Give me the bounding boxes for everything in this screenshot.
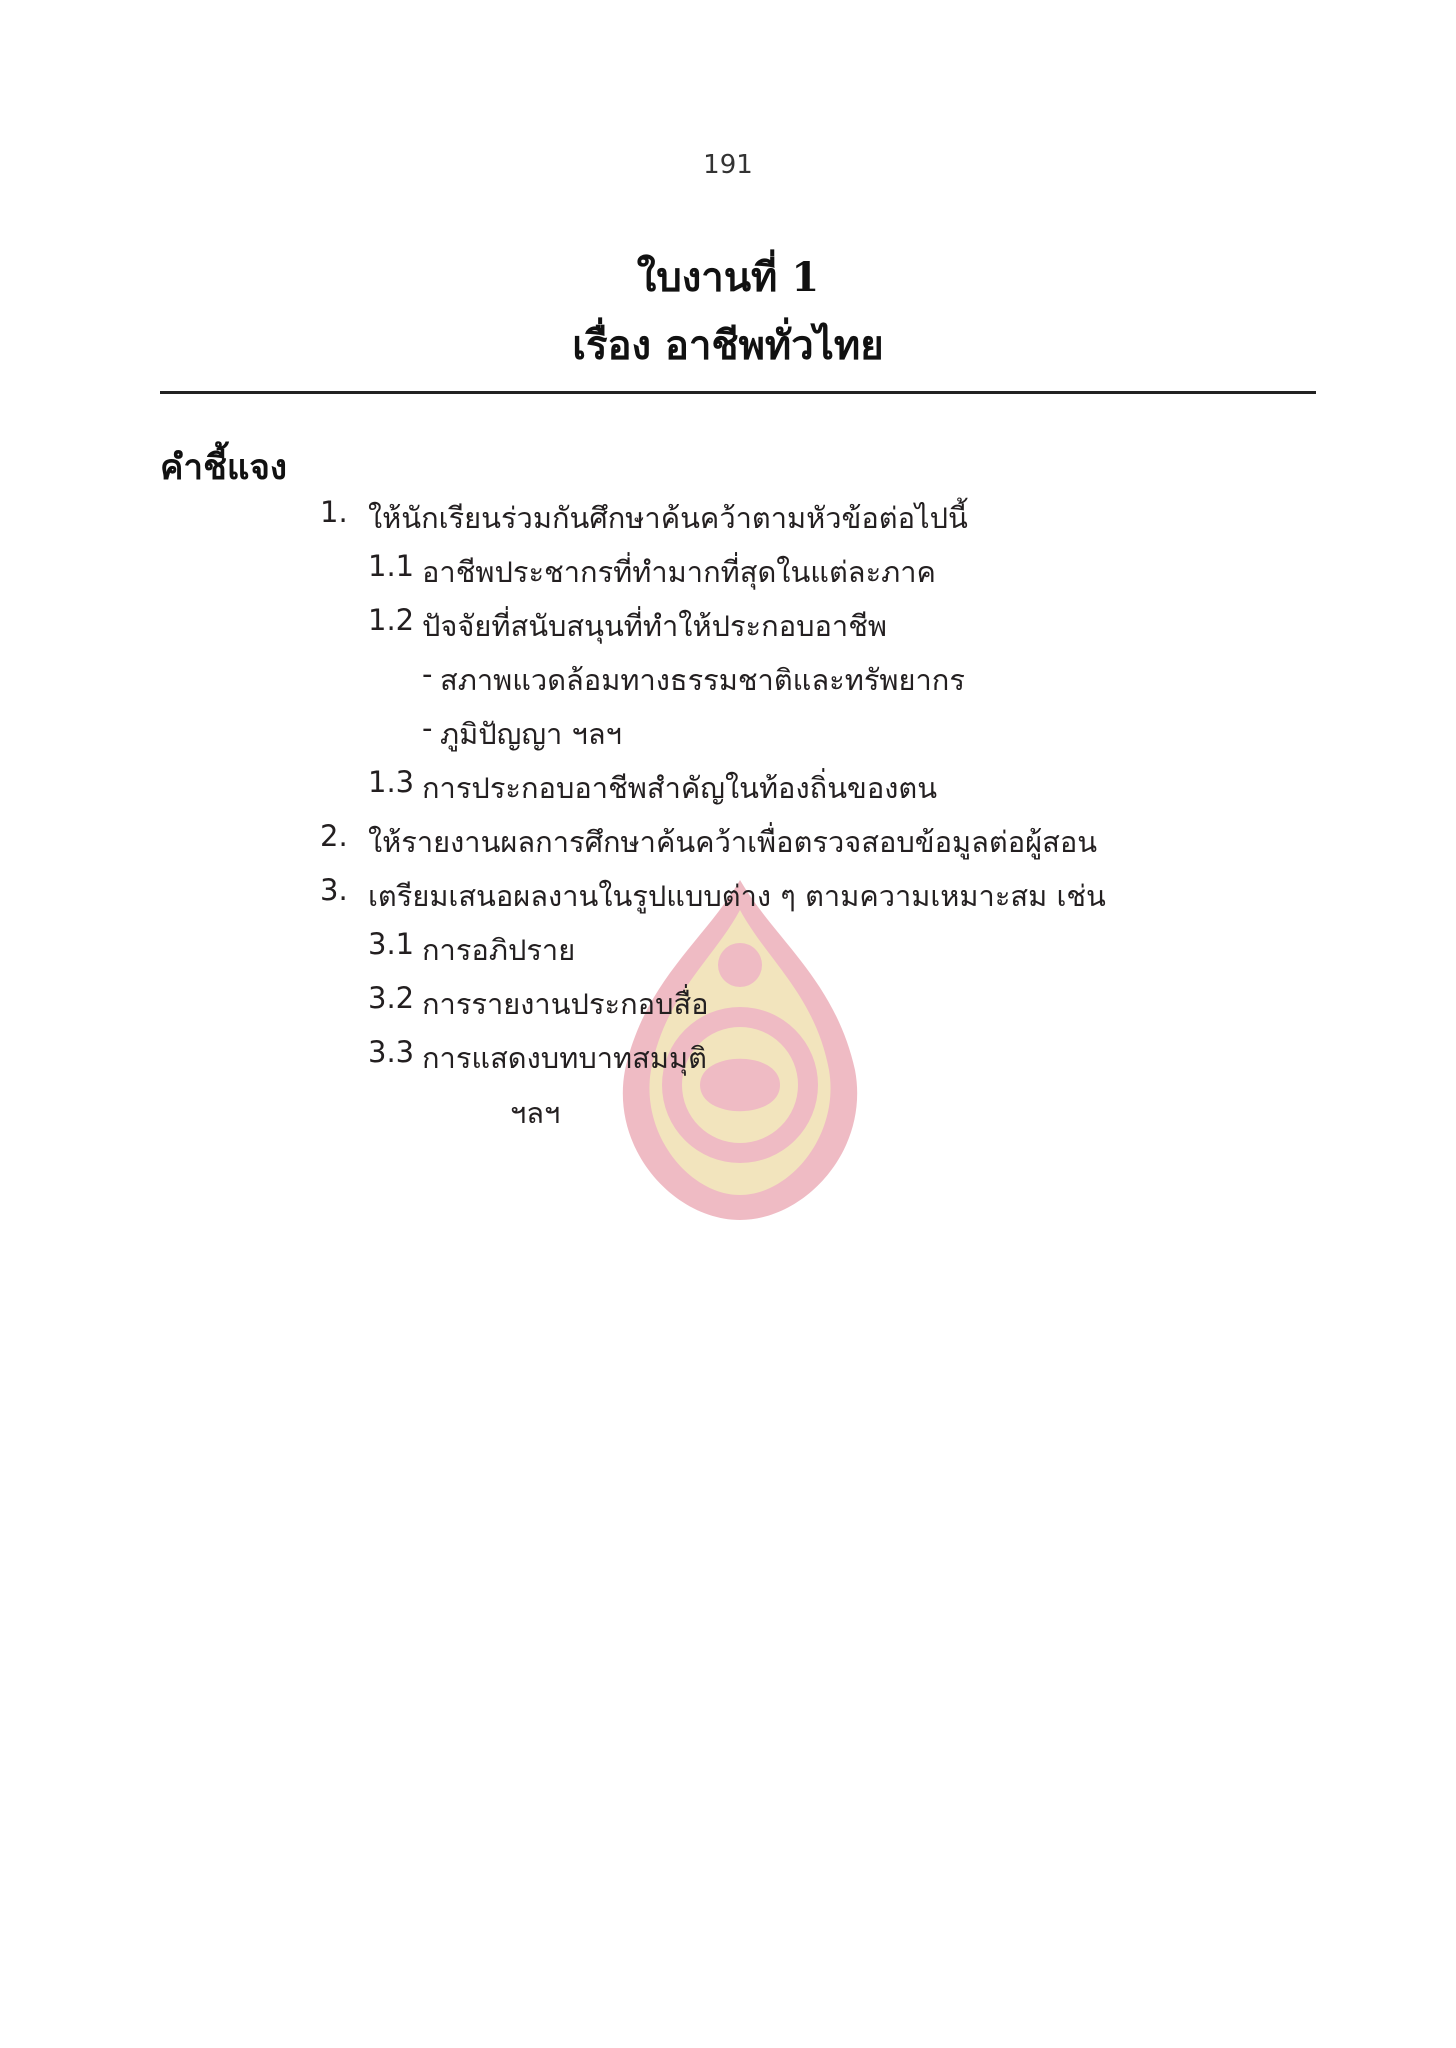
item-number: 3.3 (368, 1035, 415, 1069)
item-text: การอภิปราย (422, 933, 576, 967)
item-bullet: - (422, 711, 433, 745)
worksheet-title: ใบงานที่ 1 (636, 254, 820, 301)
item-number: 1. (320, 495, 348, 529)
page-number: 191 (703, 150, 753, 180)
title-divider (160, 391, 1316, 394)
item-text: เตรียมเสนอผลงานในรูปแบบต่าง ๆ ตามความเหมาะสม เช่น (368, 879, 1106, 913)
item-text: ให้นักเรียนร่วมกันศึกษาค้นคว้าตามหัวข้อต่อไปนี้ (368, 501, 968, 535)
item-bullet: - (422, 657, 433, 691)
item-number: 3.2 (368, 981, 415, 1015)
instructions-heading: คำชี้แจง (160, 447, 287, 488)
item-text: ให้รายงานผลการศึกษาค้นคว้าเพื่อตรวจสอบข้อมูลต่อผู้สอน (368, 825, 1098, 859)
item-text: ภูมิปัญญา ฯลฯ (440, 717, 622, 751)
item-number: 2. (320, 819, 348, 853)
item-text: สภาพแวดล้อมทางธรรมชาติและทรัพยากร (440, 663, 965, 697)
item-text: การประกอบอาชีพสำคัญในท้องถิ่นของตน (422, 771, 938, 805)
item-text: ฯลฯ (510, 1096, 561, 1130)
item-text: อาชีพประชากรที่ทำมากที่สุดในแต่ละภาค (422, 555, 936, 589)
item-number: 1.2 (368, 603, 415, 637)
item-number: 1.1 (368, 549, 415, 583)
worksheet-subtitle: เรื่อง อาชีพทั่วไทย (572, 322, 884, 369)
item-number: 1.3 (368, 765, 415, 799)
item-number: 3.1 (368, 927, 415, 961)
item-text: การแสดงบทบาทสมมุติ (422, 1041, 707, 1075)
item-number: 3. (320, 873, 348, 907)
item-text: ปัจจัยที่สนับสนุนที่ทำให้ประกอบอาชีพ (422, 609, 888, 643)
item-text: การรายงานประกอบสื่อ (422, 987, 709, 1021)
